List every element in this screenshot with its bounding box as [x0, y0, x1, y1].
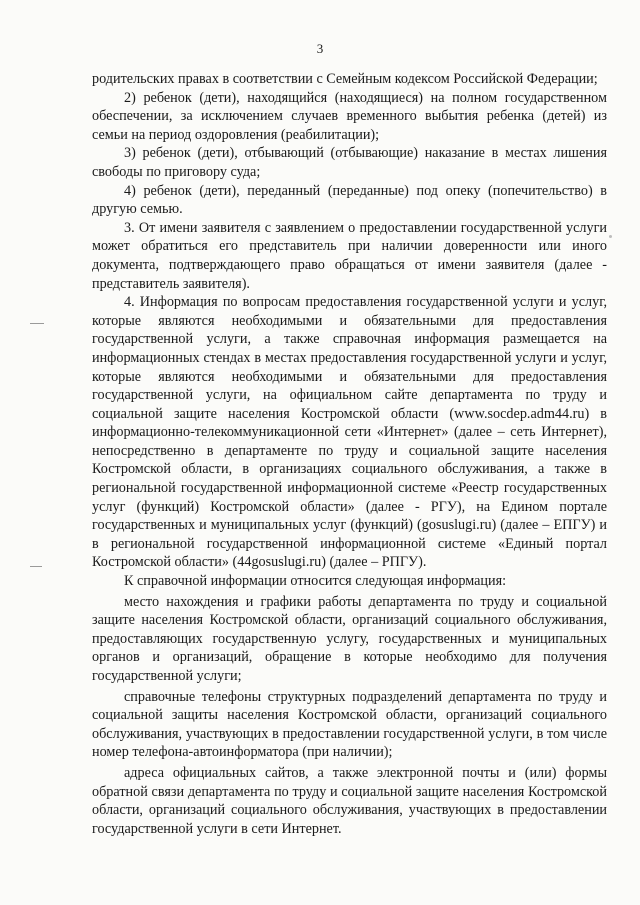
reference-item-phones: справочные телефоны структурных подразделений департамента по труду и социальной защиты населения Костромской области, организаций социального обслуживания, участвующих в предоставлении государственной услуги, в том числе номер телефона-автоинформатора (при наличии); — [92, 688, 607, 761]
reference-item-location: место нахождения и графики работы департамента по труду и социальной защите населения Костромской области, организаций социального обслуживания, предоставляющих государственную услугу, государственных и муниципальных органов и организаций, обращение в которые необходимо для получения государственной услуги; — [92, 593, 607, 684]
page-number: 3 — [316, 41, 324, 56]
paragraph-continued: родительских правах в соответствии с Семейным кодексом Российской Федерации; — [92, 71, 598, 87]
clause-3: 3. От имени заявителя с заявлением о предоставлении государственной услуги может обратиться его представитель при наличии доверенности или иного документа, подтверждающего право обращаться от имени заявителя (далее - представитель заявителя). — [92, 219, 607, 292]
list-item-2: 2) ребенок (дети), находящийся (находящиеся) на полном государственном обеспечении, за исключением случаев временного выбытия ребенка (детей) из семьи на период оздоровления (реабилитации); — [92, 89, 607, 143]
document-body — [92, 70, 607, 838]
scan-speck — [609, 235, 612, 238]
list-item-3: 3) ребенок (дети), отбывающий (отбывающие) наказание в местах лишения свободы по приговору суда; — [92, 145, 607, 180]
reference-item-websites: адреса официальных сайтов, а также электронной почты и (или) формы обратной связи департамента по труду и социальной защите населения Костромской области, организаций социального обслуживания, участвующих в предоставлении государственной услуги в сети Интернет. — [92, 764, 607, 837]
scan-margin-mark — [30, 323, 44, 324]
scan-margin-mark — [30, 566, 42, 567]
reference-info-heading: К справочной информации относится следующая информация: — [124, 573, 507, 590]
clause-4: 4. Информация по вопросам предоставления государственной услуги и услуг, которые являются необходимыми и обязательными для предоставления государственной услуги, а также справочная информация размещается на информационных стендах в местах предоставления государственной услуги и услуг, которые являются необходимыми и обязательными для предоставления государственной услуги, на официальном сайте департамента по труду и социальной защите населения Костромской области (www.socdep.adm44.ru) в информационно-телекоммуникационной сети «Интернет» (далее – сеть Интернет), непосредственно в департаменте по труду и социальной защите населения Костромской области, в организациях социального обслуживания, а также в региональной государственной информационной системе «Реестр государственных услуг (функций) Костромской области» (далее - РГУ), на Едином портале государственных и муниципальных услуг (функций) (gosuslugi.ru) (далее – ЕПГУ) и в региональной государственной информационной системе «Единый портал Костромской области» (44gosuslugi.ru) (далее – РПГУ). — [92, 294, 607, 571]
list-item-4: 4) ребенок (дети), переданный (переданные) под опеку (попечительство) в другую семью. — [92, 182, 607, 218]
